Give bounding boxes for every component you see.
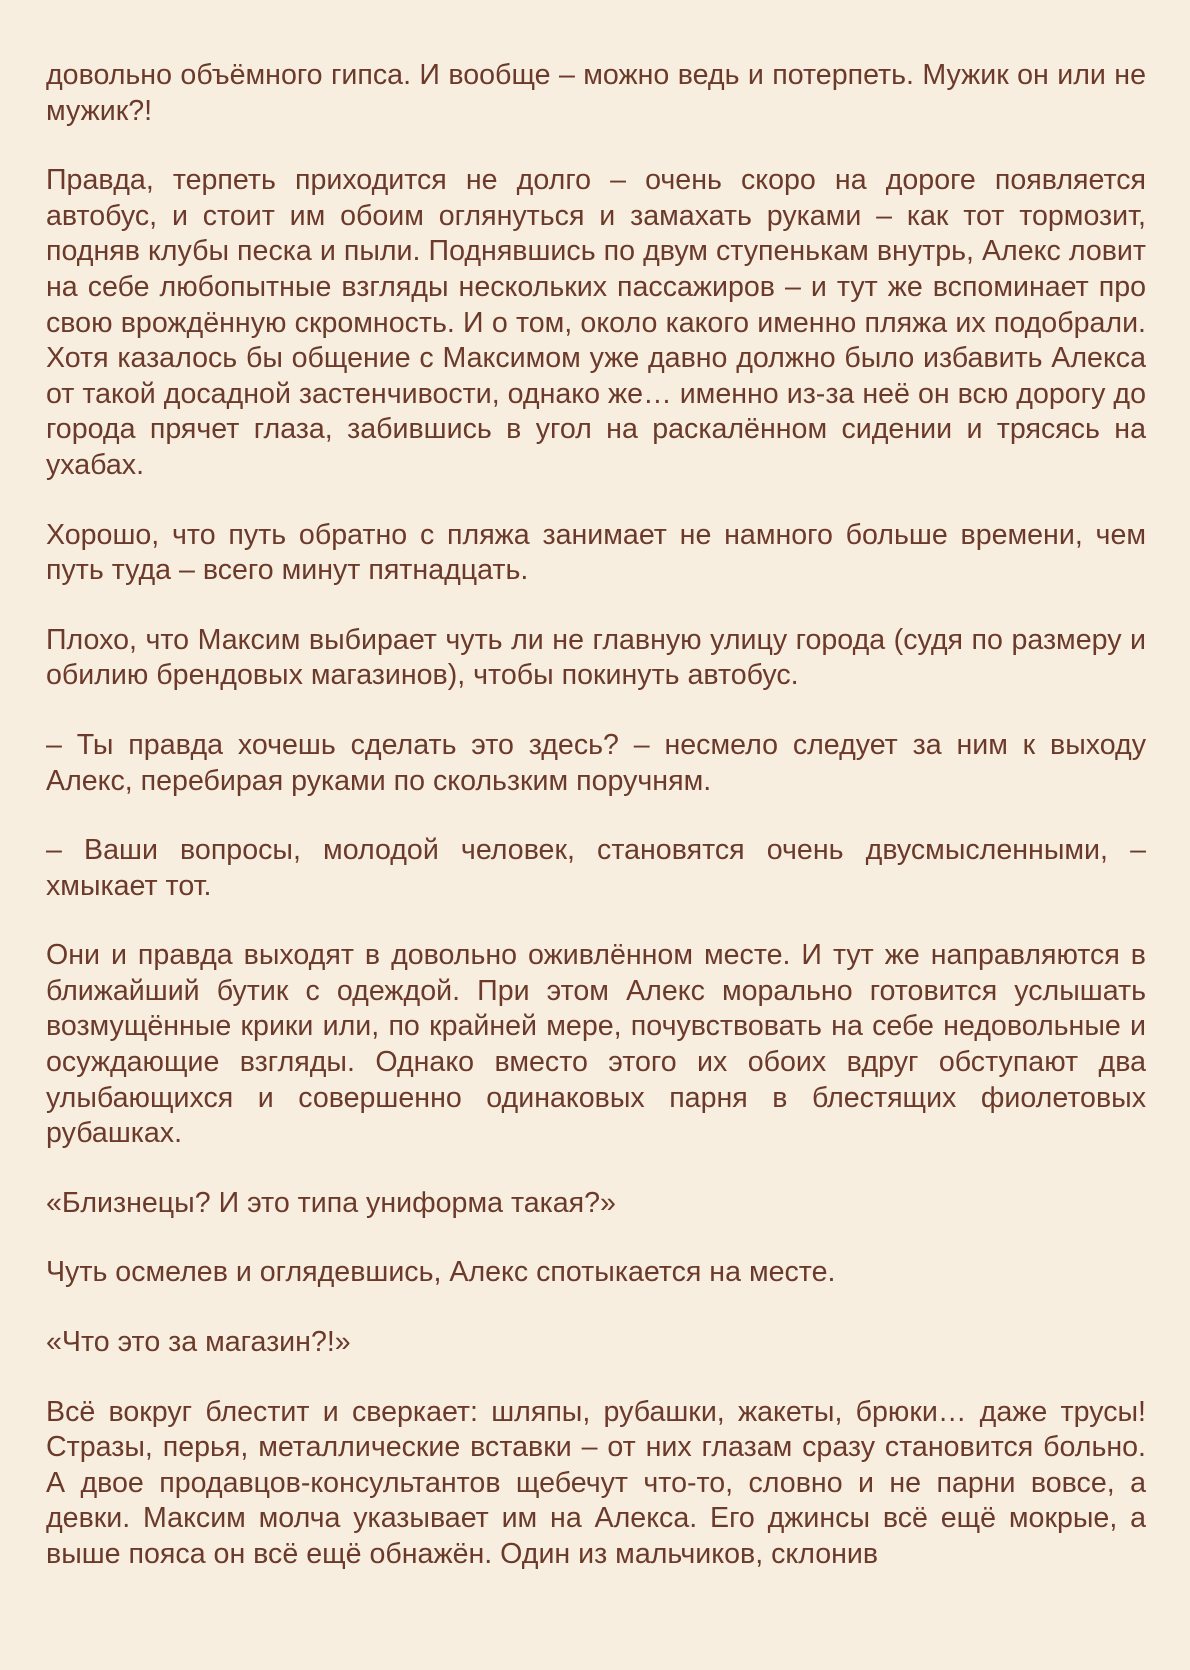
- paragraph-7: Они и правда выходят в довольно оживлённом месте. И тут же направляются в ближайший бутик с одеждой. При этом Алекс морально готовится услышать возмущённые крики или, по крайней мере, почувствовать на себе недовольные и осуждающие взгляды. Однако вместо этого их обоих вдруг обступают два улыбающихся и совершенно одинаковых парня в блестящих фиолетовых рубашках.: [46, 939, 1146, 1150]
- paragraph-4: Плохо, что Максим выбирает чуть ли не главную улицу города (судя по размеру и обилию брендовых магазинов), чтобы покинуть автобус.: [46, 623, 1146, 692]
- paragraph-8: «Близнецы? И это типа униформа такая?»: [46, 1186, 616, 1219]
- paragraph-1: довольно объёмного гипса. И вообще – можно ведь и потерпеть. Мужик он или не мужик?!: [46, 59, 1146, 127]
- paragraph-5: – Ты правда хочешь сделать это здесь? – несмело следует за ним к выходу Алекс, перебирая руками по скользким поручням.: [46, 728, 1146, 797]
- paragraph-3: Хорошо, что путь обратно с пляжа занимает не намного больше времени, чем путь туда – всего минут пятнадцать.: [46, 518, 1146, 587]
- paragraph-2: Правда, терпеть приходится не долго – очень скоро на дороге появляется автобус, и стоит им обоим оглянуться и замахать руками – как тот тормозит, подняв клубы песка и пыли. Поднявшись по двум ступенькам внутрь, Алекс ловит на себе любопытные взгляды нескольких пассажиров – и тут же вспоминает про свою врождённую скромность. И о том, около какого именно пляжа их подобрали. Хотя казалось бы общение с Максимом уже давно должно было избавить Алекса от такой досадной застенчивости, однако же… именно из-за неё он всю дорогу до города прячет глаза, забившись в угол на раскалённом сидении и трясясь на ухабах.: [46, 164, 1146, 481]
- paragraph-6: – Ваши вопросы, молодой человек, становятся очень двусмысленными, – хмыкает тот.: [46, 834, 1146, 902]
- paragraph-10: «Что это за магазин?!»: [46, 1326, 351, 1359]
- paragraph-11: Всё вокруг блестит и сверкает: шляпы, рубашки, жакеты, брюки… даже трусы! Стразы, перья, металлические вставки – от них глазам сразу становится больно. А двое продавцов-консультантов щебечут что-то, словно и не парни вовсе, а девки. Максим молча указывает им на Алекса. Его джинсы всё ещё мокрые, а выше пояса он всё ещё обнажён. Один из мальчиков, склонив: [46, 1395, 1146, 1570]
- paragraph-9: Чуть осмелев и оглядевшись, Алекс спотыкается на месте.: [46, 1256, 836, 1289]
